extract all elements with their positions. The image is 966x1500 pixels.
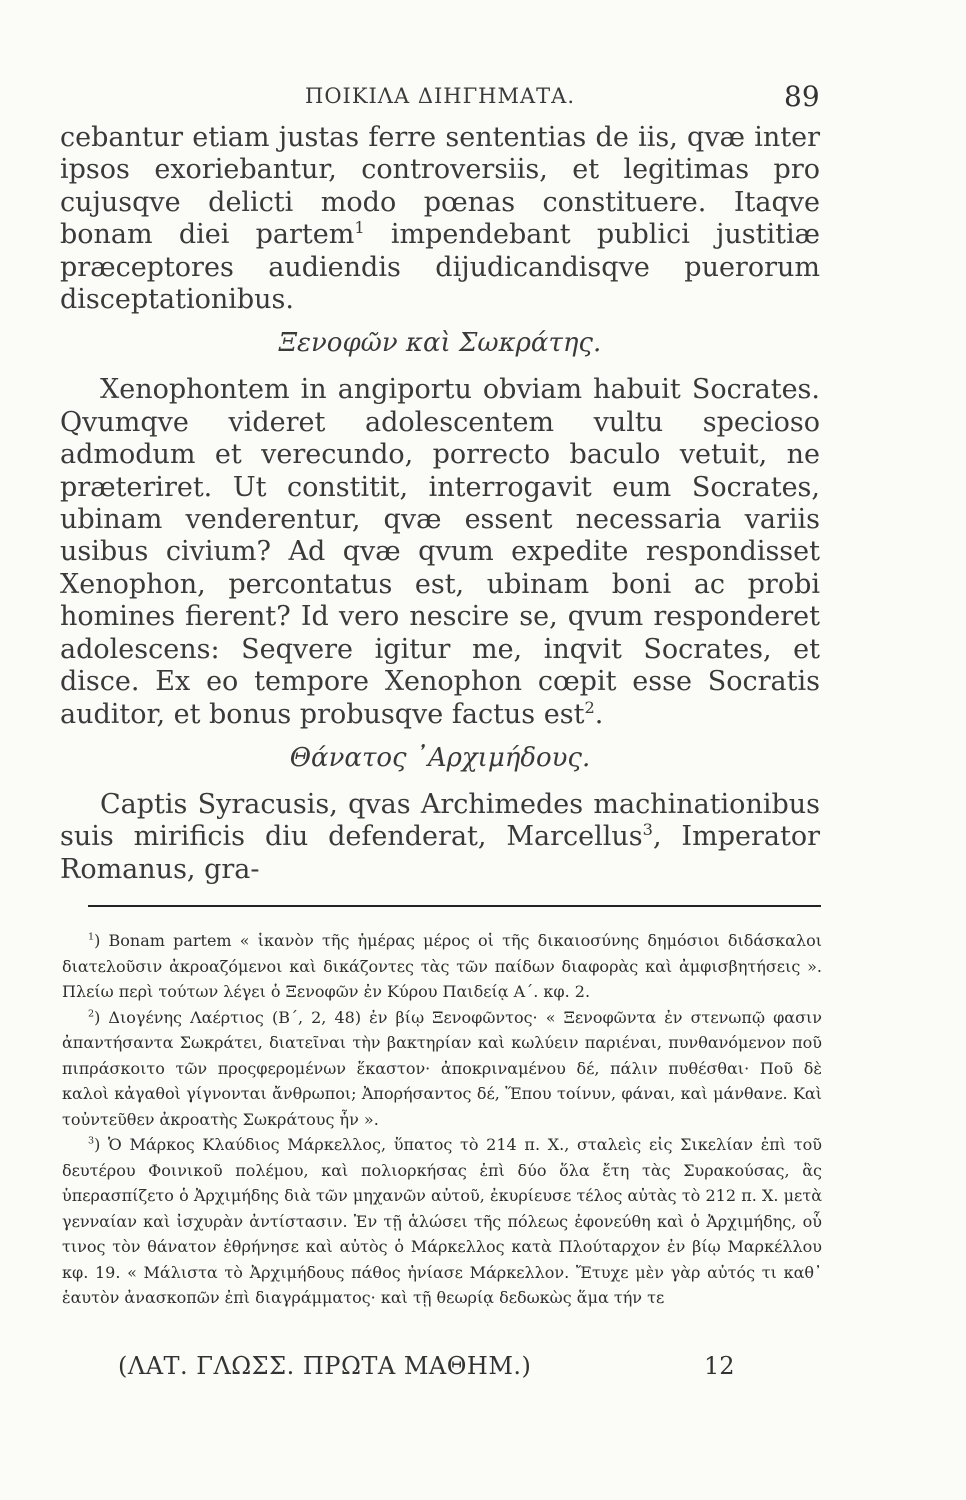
paragraph-text: Captis Syracusis, qvas Archimedes machinationibus suis mirificis diu defenderat, Marcellus xyxy=(60,788,820,853)
paragraph-archimedes xyxy=(60,789,820,886)
paragraph-text: impendebant publici justitiæ præceptores audiendis dijudicandisqve puerorum disceptationibus. xyxy=(60,219,821,316)
paragraph-text: . xyxy=(594,698,604,730)
main-text xyxy=(60,122,820,886)
footnote-text: ) Διογένης Λαέρτιος (Β΄, 2, 48) ἐν βίῳ Ξενοφῶντος· « Ξενοφῶντα ἐν στενωπῷ φασιν ἀπαντήσαντα Σωκράτει, διατεῖναι τὴν βακτηρίαν καὶ κωλύειν παριέναι, πυνθανόμενον ποῦ πιπράσκοιτο τῶν προςφερομένων ἕκαστον· ἀποκριναμένου δέ, πάλιν πυθέσθαι· Ποῦ δὲ καλοὶ κἀγαθοὶ γίγνονται ἄνθρωποι; Ἀπορήσαντος δέ, Ἕπου τοίνυν, φάναι, καὶ μάνθανε. Καὶ τοὐντεῦθεν ἀκροατὴς Σωκράτους ἦν ». xyxy=(62,1007,822,1129)
footnote-ref: 1 xyxy=(354,218,365,238)
footnote-ref: 2 xyxy=(584,697,595,717)
footnote-divider xyxy=(88,905,821,907)
footnote-mark: 2 xyxy=(88,1008,95,1020)
footnote-mark: 3 xyxy=(88,1135,95,1147)
footnote-mark: 1 xyxy=(88,931,95,943)
section-title-archimedes: Θάνατος ᾿Αρχιμήδους. xyxy=(289,742,591,773)
paragraph-text: Xenophontem in angiportu obviam habuit Socrates. Qvumqve videret adolescentem vultu specioso admodum et verecundo, porrecto baculo vetuit, ne præteriret. Ut constitit, interrogavit eum Socrates, ubinam venderentur, qvæ essent necessaria variis usibus civium? Ad qvæ qvum expedite respondisset Xenophon, percontatus est, ubinam boni ac probi homines fierent? Id vero nescire se, qvum responderet adolescens: Seqvere igitur me, inqvit Socrates, et disce. Ex eo tempore Xenophon cœpit esse Socratis auditor, et bonus probusqve factus est xyxy=(60,374,820,730)
footnote-text: ) Bonam partem « ἱκανὸν τῆς ἡμέρας μέρος οἱ τῆς δικαιοσύνης δημόσιοι διδάσκαλοι διατελοῦσιν ἀκροαζόμενοι καὶ δικάζοντες τὰς τῶν παίδων διαφορὰς καὶ ἀμφισβητήσεις ». Πλείω περὶ τούτων λέγει ὁ Ξενοφῶν ἐν Κύρου Παιδείᾳ Α΄. κφ. 2. xyxy=(62,931,822,1001)
running-head xyxy=(0,78,966,118)
section-title-xenophon: Ξενοφῶν καὶ Σωκράτης. xyxy=(278,328,602,359)
footnote-ref: 3 xyxy=(642,820,653,840)
paragraph-continued xyxy=(60,122,820,316)
footnote-text: ) Ὁ Μάρκος Κλαύδιος Μάρκελλος, ὕπατος τὸ 214 π. Χ., σταλεὶς εἰς Σικελίαν ἐπὶ τοῦ δευτέρου Φοινικοῦ πολέμου, καὶ πολιορκήσας ἐπὶ δύο ὅλα ἔτη τὰς Συρακούσας, ἃς ὑπερασπίζετο ὁ Ἀρχιμήδης διὰ τῶν μηχανῶν αὐτοῦ, ἐκυρίευσε τέλος αὐτὰς τὸ 212 π. Χ. μετὰ γενναίαν καὶ ἰσχυρὰν ἀντίστασιν. Ἐν τῇ ἁλώσει τῆς πόλεως ἐφονεύθη καὶ ὁ Ἀρχιμήδης, οὗ τινος τὸν θάνατον ἐθρήνησε καὶ αὐτὸς ὁ Μάρκελλος κατὰ Πλούταρχον ἐν βίῳ Μαρκέλλου κφ. 19. « Μάλιστα τὸ Ἀρχιμήδους πάθος ἠνίασε Μάρκελλον. Ἔτυχε μὲν γὰρ αὐτός τι καθ᾿ ἑαυτὸν ἀνασκοπῶν ἐπὶ διαγράμματος· καὶ τῇ θεωρίᾳ δεδωκὼς ἅμα τήν τε xyxy=(62,1135,822,1307)
paragraph-text: cebantur etiam justas ferre sententias de iis, qvæ inter ipsos exoriebantur, controversiis, et legitimas pro cujusqve delicti modo pœnas constituere. Itaqve bonam diei partem xyxy=(60,122,820,251)
footnote-1 xyxy=(62,928,822,1005)
signature-text: (ΛΑΤ. ΓΛΩΣΣ. ΠΡΩΤΑ ΜΑΘΗΜ.) xyxy=(118,1352,532,1380)
footnotes xyxy=(62,928,822,1311)
footnote-3 xyxy=(62,1132,822,1311)
signature-number: 12 xyxy=(704,1352,735,1380)
paragraph-text: , Imperator Romanus, gra- xyxy=(60,821,820,885)
page-number: 89 xyxy=(784,80,820,113)
footnote-2 xyxy=(62,1005,822,1133)
running-title: ΠΟΙΚΙΛΑ ΔΙΗΓΗΜΑΤΑ. xyxy=(305,84,575,108)
paragraph-xenophon xyxy=(60,374,820,730)
printer-signature xyxy=(0,1352,966,1388)
